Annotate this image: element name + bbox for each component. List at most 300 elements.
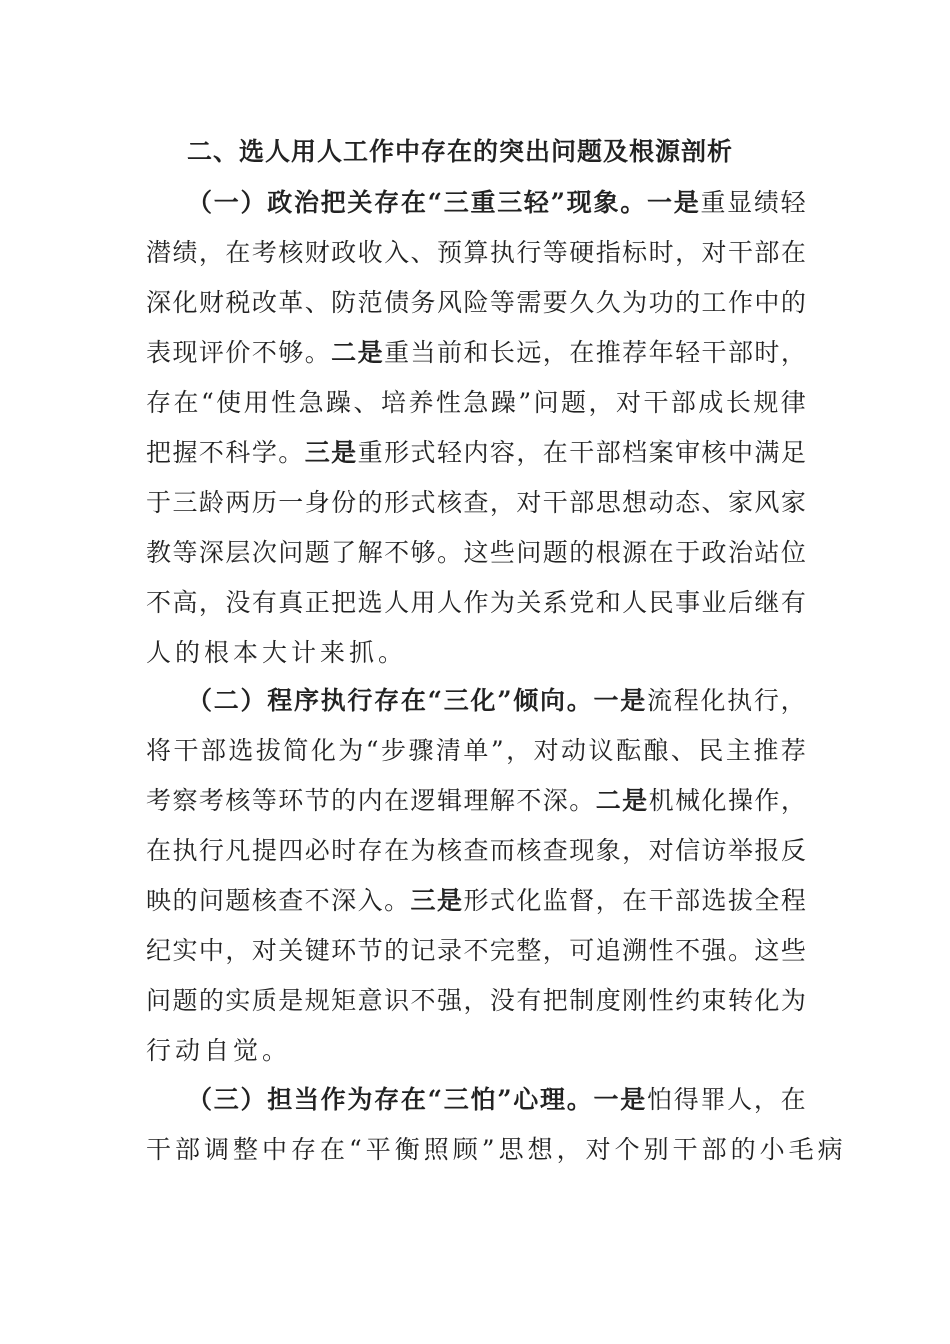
bold-glyph: 存 (374, 188, 400, 217)
glyph: 。 (304, 338, 330, 367)
glyph: 考 (146, 786, 172, 815)
glyph: 家 (780, 488, 806, 517)
glyph: 的 (384, 936, 410, 965)
glyph: 长 (725, 388, 751, 417)
glyph: 为 (489, 588, 515, 617)
glyph: 必 (304, 836, 330, 865)
glyph: 荐 (780, 736, 806, 765)
glyph: 标 (622, 238, 648, 267)
glyph: 四 (278, 836, 304, 865)
glyph: 不 (463, 936, 489, 965)
glyph: 需 (516, 288, 542, 317)
glyph: 将 (146, 736, 172, 765)
glyph: 访 (701, 836, 727, 865)
glyph: 问 (533, 388, 559, 417)
glyph: 没 (489, 986, 515, 1015)
glyph: ， (780, 338, 806, 367)
glyph: 等 (172, 538, 198, 567)
glyph: 险 (463, 288, 489, 317)
text-line (187, 183, 806, 223)
glyph: ， (225, 936, 251, 965)
glyph: 象 (595, 836, 621, 865)
glyph: 干 (648, 886, 674, 915)
text-line (146, 283, 806, 323)
glyph: 矩 (331, 986, 357, 1015)
glyph: ， (489, 488, 515, 517)
bold-glyph: 执 (320, 686, 346, 715)
glyph: 清 (435, 736, 461, 765)
glyph: 等 (542, 238, 568, 267)
glyph: 中 (754, 288, 780, 317)
glyph: ， (463, 986, 489, 1015)
glyph: 在 (569, 338, 595, 367)
section-title: 二、选人用人工作中存在的突出问题及根源剖析 (187, 137, 734, 166)
bold-glyph: 程 (267, 686, 293, 715)
bold-glyph: ” (550, 188, 566, 217)
glyph: 次 (251, 538, 277, 567)
glyph: 推 (753, 736, 779, 765)
glyph: 题 (225, 886, 251, 915)
glyph: 于 (146, 488, 172, 517)
glyph: 对 (533, 736, 559, 765)
glyph: 题 (542, 538, 568, 567)
glyph: 重 (384, 338, 410, 367)
glyph: 在 (542, 438, 568, 467)
glyph: 价 (225, 338, 251, 367)
glyph: 关 (278, 936, 304, 965)
glyph: 急 (463, 388, 489, 417)
glyph: 规 (753, 388, 779, 417)
glyph: 学 (251, 438, 277, 467)
glyph: 财 (198, 288, 224, 317)
glyph: 中 (727, 438, 753, 467)
glyph: 养 (408, 388, 434, 417)
glyph: 核 (278, 238, 304, 267)
glyph: 继 (754, 588, 780, 617)
glyph: 入 (357, 886, 383, 915)
glyph: 关 (516, 588, 542, 617)
glyph: 报 (754, 836, 780, 865)
text-segment: 行动自觉。 (146, 1036, 292, 1065)
text-line (146, 633, 806, 673)
bold-glyph: 作 (320, 1085, 346, 1114)
glyph: 考 (198, 786, 224, 815)
glyph: 干 (701, 338, 727, 367)
glyph: ， (198, 238, 224, 267)
bold-glyph: 。 (566, 686, 592, 715)
glyph: 重 (700, 188, 726, 217)
glyph: 不 (198, 438, 224, 467)
glyph: 后 (727, 588, 753, 617)
glyph: 业 (701, 588, 727, 617)
bold-glyph: 三 (304, 438, 330, 467)
glyph: 一 (278, 488, 304, 517)
glyph: 位 (780, 538, 806, 567)
glyph: 整 (516, 936, 542, 965)
glyph: 时 (754, 338, 780, 367)
glyph: 执 (172, 836, 198, 865)
glyph: 正 (304, 588, 330, 617)
glyph: 没 (225, 588, 251, 617)
glyph: 绩 (753, 188, 779, 217)
glyph: 举 (727, 836, 753, 865)
glyph: 简 (283, 736, 309, 765)
bold-glyph: “ (427, 188, 442, 217)
glyph: 容 (489, 438, 515, 467)
glyph: 。 (278, 438, 304, 467)
glyph: 核 (701, 438, 727, 467)
glyph: 监 (542, 886, 568, 915)
bold-glyph: 一 (646, 188, 672, 217)
glyph: 干 (727, 238, 753, 267)
glyph: 、 (353, 388, 379, 417)
glyph: 化 (310, 736, 336, 765)
glyph: 等 (251, 786, 277, 815)
bold-glyph: 化 (470, 686, 496, 715)
bold-glyph: 序 (293, 686, 319, 715)
glyph: 够 (410, 538, 436, 567)
glyph: 实 (172, 936, 198, 965)
glyph: 存 (146, 388, 172, 417)
glyph: 在 (622, 886, 648, 915)
glyph: 急 (298, 388, 324, 417)
glyph: 荐 (622, 338, 648, 367)
bold-glyph: 在 (400, 188, 426, 217)
glyph: 不 (516, 786, 542, 815)
bold-glyph: 怕 (470, 1085, 496, 1114)
glyph: 可 (569, 936, 595, 965)
glyph: 化 (701, 786, 727, 815)
bold-glyph: 三 (497, 188, 523, 217)
glyph: 形 (384, 488, 410, 517)
glyph: 程 (780, 886, 806, 915)
glyph: 键 (304, 936, 330, 965)
glyph: 收 (357, 238, 383, 267)
bold-glyph: 三 (213, 1085, 239, 1114)
text-line (146, 483, 806, 523)
glyph: 对 (615, 388, 641, 417)
glyph: 治 (727, 538, 753, 567)
glyph: 债 (384, 288, 410, 317)
glyph: 工 (701, 288, 727, 317)
bold-glyph: （ (187, 1085, 213, 1114)
text-line (146, 881, 806, 921)
glyph: 节 (304, 786, 330, 815)
glyph: 存 (357, 836, 383, 865)
glyph: 财 (304, 238, 330, 267)
glyph: 风 (436, 288, 462, 317)
bold-glyph: 二 (213, 686, 239, 715)
glyph: 中 (198, 936, 224, 965)
glyph: 年 (648, 338, 674, 367)
glyph: 形 (384, 438, 410, 467)
glyph: 培 (380, 388, 406, 417)
glyph: 部 (595, 438, 621, 467)
glyph: 系 (542, 588, 568, 617)
glyph: 功 (648, 288, 674, 317)
glyph: 重 (357, 438, 383, 467)
glyph: 当 (410, 338, 436, 367)
bold-glyph: 存 (374, 686, 400, 715)
glyph: 不 (251, 338, 277, 367)
glyph: 问 (278, 538, 304, 567)
glyph: 核 (436, 488, 462, 517)
bold-glyph: 轻 (523, 188, 549, 217)
bold-glyph: 三 (443, 188, 469, 217)
text-line (146, 383, 806, 423)
glyph: 性 (648, 986, 674, 1015)
glyph: ， (595, 886, 621, 915)
glyph: 得 (673, 1085, 699, 1114)
glyph: 这 (463, 538, 489, 567)
glyph: 拔 (255, 736, 281, 765)
glyph: 作 (754, 786, 780, 815)
glyph: 对 (516, 488, 542, 517)
glyph: 人 (384, 588, 410, 617)
glyph: 逻 (410, 786, 436, 815)
glyph: 在 (384, 836, 410, 865)
glyph: 选 (701, 886, 727, 915)
glyph: 对 (701, 238, 727, 267)
bold-glyph: 二 (595, 786, 621, 815)
glyph: 环 (278, 786, 304, 815)
bold-glyph: 三 (410, 886, 436, 915)
glyph: 两 (225, 488, 251, 517)
bold-glyph: 三 (443, 686, 469, 715)
glyph: 核 (251, 886, 277, 915)
glyph: 态 (675, 488, 701, 517)
glyph: 强 (436, 986, 462, 1015)
text-line (187, 1080, 806, 1120)
glyph: 、 (670, 736, 696, 765)
glyph: 部 (675, 886, 701, 915)
glyph: 在 (146, 836, 172, 865)
glyph: 显 (727, 188, 753, 217)
glyph: 深 (331, 886, 357, 915)
glyph: 的 (357, 488, 383, 517)
glyph: 历 (251, 488, 277, 517)
glyph: 对 (648, 836, 674, 865)
bold-glyph: 存 (374, 1085, 400, 1114)
glyph: 察 (172, 786, 198, 815)
glyph: 使 (216, 388, 242, 417)
glyph: 的 (172, 886, 198, 915)
glyph: 、 (410, 238, 436, 267)
glyph: 化 (700, 686, 726, 715)
bold-glyph: ） (240, 188, 266, 217)
glyph: 在 (225, 238, 251, 267)
glyph: 、 (701, 488, 727, 517)
text-line (146, 981, 806, 1021)
glyph: 问 (198, 886, 224, 915)
glyph: 久 (595, 288, 621, 317)
glyph: 党 (569, 588, 595, 617)
glyph: 题 (561, 388, 587, 417)
bold-glyph: 重 (470, 188, 496, 217)
glyph: 前 (436, 338, 462, 367)
glyph: 全 (754, 886, 780, 915)
glyph: 有 (516, 986, 542, 1015)
glyph: 足 (780, 438, 806, 467)
glyph: 议 (588, 736, 614, 765)
glyph: 对 (251, 936, 277, 965)
glyph: 科 (225, 438, 251, 467)
glyph: 人 (727, 1085, 753, 1114)
glyph: 干 (542, 488, 568, 517)
glyph: 罪 (700, 1085, 726, 1114)
glyph: 理 (463, 786, 489, 815)
glyph: 长 (489, 338, 515, 367)
text-segment: 人的根本大计来抓。 (146, 638, 408, 667)
bold-glyph: 是 (357, 338, 383, 367)
glyph: 家 (727, 488, 753, 517)
glyph: 把 (146, 438, 172, 467)
bold-glyph: 。 (620, 188, 646, 217)
glyph: 成 (698, 388, 724, 417)
glyph: 强 (701, 936, 727, 965)
glyph: 现 (172, 338, 198, 367)
glyph: 龄 (198, 488, 224, 517)
glyph: 范 (357, 288, 383, 317)
glyph: 机 (648, 786, 674, 815)
glyph: 站 (754, 538, 780, 567)
bold-glyph: 在 (400, 1085, 426, 1114)
glyph: 不 (410, 986, 436, 1015)
glyph: 指 (595, 238, 621, 267)
glyph: 想 (622, 488, 648, 517)
glyph: 怕 (646, 1085, 672, 1114)
bold-glyph: 一 (213, 188, 239, 217)
glyph: 步 (380, 736, 406, 765)
bold-glyph: 为 (347, 1085, 373, 1114)
bold-glyph: 是 (620, 1085, 646, 1114)
glyph: 审 (675, 438, 701, 467)
glyph: 的 (675, 288, 701, 317)
glyph: 性 (435, 388, 461, 417)
bold-glyph: ” (497, 1085, 512, 1114)
text-line (146, 831, 806, 871)
glyph: 干 (173, 736, 199, 765)
glyph: 躁 (490, 388, 516, 417)
text-line (146, 781, 806, 821)
glyph: 时 (648, 238, 674, 267)
bold-glyph: 现 (566, 188, 592, 217)
bold-glyph: 在 (400, 686, 426, 715)
glyph: 的 (198, 986, 224, 1015)
glyph: 用 (243, 388, 269, 417)
glyph: 真 (278, 588, 304, 617)
glyph: 干 (643, 388, 669, 417)
glyph: 解 (357, 538, 383, 567)
glyph: 根 (595, 538, 621, 567)
glyph: 约 (675, 986, 701, 1015)
glyph: 刚 (622, 986, 648, 1015)
glyph: 层 (225, 538, 251, 567)
glyph: 是 (278, 986, 304, 1015)
glyph: 识 (384, 986, 410, 1015)
glyph: 部 (670, 388, 696, 417)
glyph: 程 (673, 686, 699, 715)
glyph: 不 (146, 588, 172, 617)
glyph: 不 (384, 538, 410, 567)
text-line (146, 1130, 847, 1170)
bold-glyph: ） (240, 686, 266, 715)
bold-glyph: 政 (267, 188, 293, 217)
glyph: 在 (780, 1085, 806, 1114)
glyph: 动 (561, 736, 587, 765)
glyph: 查 (463, 836, 489, 865)
glyph: 的 (331, 786, 357, 815)
glyph: 束 (701, 986, 727, 1015)
bold-glyph: 行 (347, 686, 373, 715)
glyph: “ (200, 388, 214, 417)
glyph: 为 (622, 288, 648, 317)
glyph: ， (753, 1085, 779, 1114)
glyph: 式 (410, 438, 436, 467)
bold-glyph: “ (427, 1085, 442, 1114)
glyph: 民 (698, 736, 724, 765)
glyph: 潜 (146, 238, 172, 267)
glyph: 满 (754, 438, 780, 467)
glyph: 等 (489, 288, 515, 317)
glyph: 内 (357, 786, 383, 815)
bold-glyph: 是 (620, 686, 646, 715)
bold-glyph: （ (187, 188, 213, 217)
text-segment: 干部调整中存在“平衡照顾”思想，对个别干部的小毛病 (146, 1135, 847, 1164)
glyph: 躁 (326, 388, 352, 417)
glyph: 于 (675, 538, 701, 567)
glyph: 查 (463, 488, 489, 517)
glyph: 节 (357, 936, 383, 965)
glyph: 深 (542, 786, 568, 815)
glyph: 政 (701, 538, 727, 567)
glyph: 风 (754, 488, 780, 517)
glyph: 久 (569, 288, 595, 317)
bold-glyph: 关 (347, 188, 373, 217)
glyph: 追 (595, 936, 621, 965)
glyph: 辑 (436, 786, 462, 815)
glyph: 动 (648, 488, 674, 517)
glyph: 化 (516, 886, 542, 915)
glyph: 题 (304, 538, 330, 567)
glyph: 执 (727, 686, 753, 715)
bold-glyph: 是 (622, 786, 648, 815)
glyph: 而 (489, 836, 515, 865)
glyph: 性 (271, 388, 297, 417)
glyph: 骤 (408, 736, 434, 765)
glyph: 人 (622, 588, 648, 617)
glyph: 源 (622, 538, 648, 567)
glyph: 化 (172, 288, 198, 317)
glyph: 核 (436, 836, 462, 865)
glyph: ， (516, 438, 542, 467)
glyph: 记 (410, 936, 436, 965)
glyph: 行 (198, 836, 224, 865)
bold-glyph: 当 (293, 1085, 319, 1114)
glyph: 轻 (780, 188, 806, 217)
glyph: 为 (410, 836, 436, 865)
glyph: 考 (251, 238, 277, 267)
glyph: ， (675, 238, 701, 267)
glyph: 作 (727, 288, 753, 317)
glyph: 的 (569, 538, 595, 567)
glyph: 化 (754, 986, 780, 1015)
glyph: 主 (725, 736, 751, 765)
glyph: 远 (516, 338, 542, 367)
glyph: 轻 (675, 338, 701, 367)
glyph: 纪 (146, 936, 172, 965)
glyph: ， (622, 836, 648, 865)
